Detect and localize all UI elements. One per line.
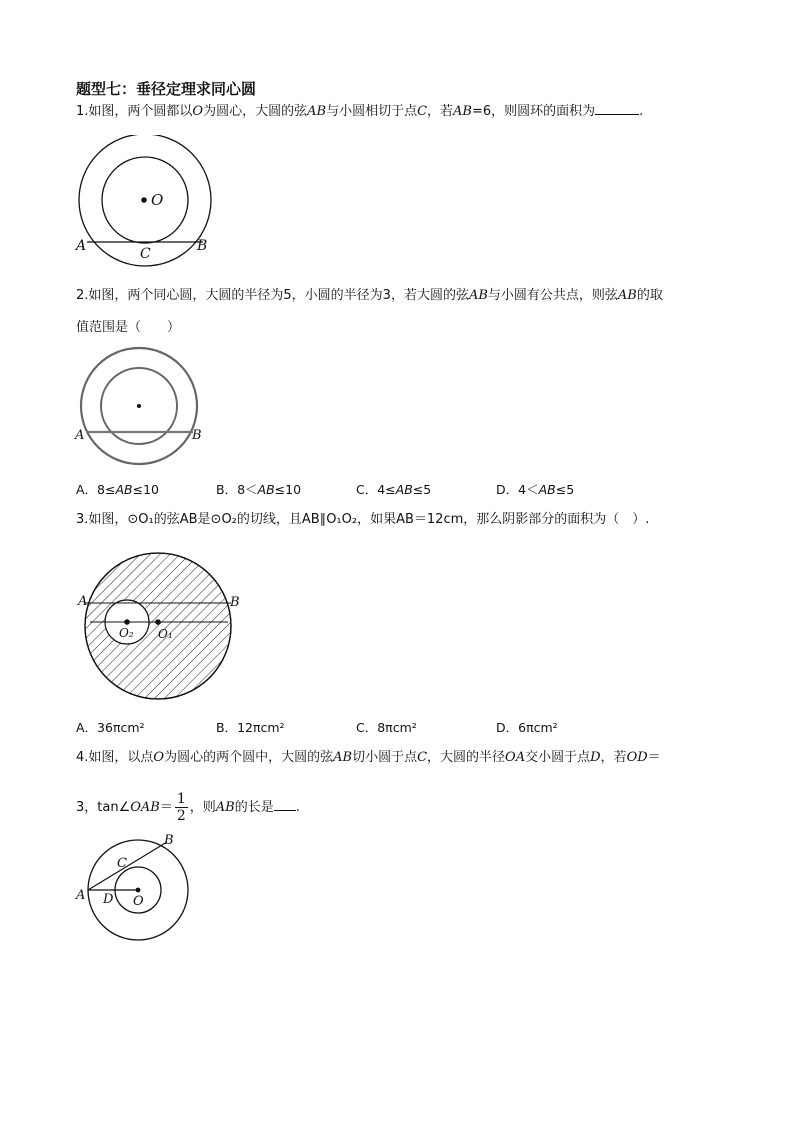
- figure-3-shaded-circles: [70, 545, 245, 710]
- q2-option-c[interactable]: C．4≤AB≤5: [356, 482, 432, 497]
- label-a: A: [76, 888, 86, 903]
- label-a: A: [76, 238, 87, 254]
- q2-option-a[interactable]: A．8≤AB≤10: [76, 482, 160, 497]
- question-3-text: 3.如图，⊙O₁的弦AB是⊙O₂的切线，且AB∥O₁O₂，如果AB＝12cm，那么阴影部分的面积为（ ）.: [76, 512, 650, 527]
- label-o: O: [151, 191, 164, 209]
- q2-option-b[interactable]: B．8＜AB≤10: [216, 482, 302, 497]
- label-c: C: [140, 246, 151, 262]
- figure-2-concentric-circles: [72, 346, 212, 470]
- question-2-text: 2.如图，两个同心圆，大圆的半径为5，小圆的半径为3，若大圆的弦AB与小圆有公共点，则弦AB的取: [76, 288, 663, 303]
- q3-option-d[interactable]: D．6πcm²: [496, 720, 558, 735]
- question-4-text-line2: 3，tan∠OAB＝ $\frac{1}{2}$ ，则AB的长是 .: [76, 791, 300, 824]
- label-b: B: [230, 595, 240, 610]
- label-b: B: [192, 428, 202, 443]
- label-c: C: [117, 856, 127, 871]
- question-4-text: 4.如图，以点O为圆心的两个圆中，大圆的弦AB切小圆于点C，大圆的半径OA交小圆于点D，若OD＝: [76, 750, 661, 765]
- question-1-text: 1.如图，两个圆都以O为圆心，大圆的弦AB与小圆相切于点C，若AB=6，则圆环的面积为 .: [76, 100, 643, 122]
- answer-blank[interactable]: [595, 100, 639, 115]
- question-2-text-line2: 值范围是（ ）: [76, 320, 181, 335]
- label-b: B: [197, 238, 208, 254]
- label-b: B: [164, 833, 174, 848]
- label-o2: O₂: [119, 626, 134, 640]
- label-o1: O₁: [158, 627, 173, 641]
- q3-option-a[interactable]: A．36πcm²: [76, 720, 145, 735]
- section-title: 题型七：垂径定理求同心圆: [76, 80, 257, 98]
- figure-1-concentric-circles: [70, 135, 220, 275]
- q2-option-d[interactable]: D．4＜AB≤5: [496, 482, 575, 497]
- q3-option-c[interactable]: C．8πcm²: [356, 720, 417, 735]
- q3-option-b[interactable]: B．12πcm²: [216, 720, 285, 735]
- figure-4-concentric-circles: [70, 832, 220, 947]
- label-a: A: [75, 428, 85, 443]
- fraction-one-half: $\frac{1}{2}$: [176, 791, 186, 824]
- label-a: A: [78, 594, 88, 609]
- label-o: O: [133, 894, 144, 909]
- answer-blank[interactable]: [274, 796, 296, 811]
- label-d: D: [103, 892, 114, 907]
